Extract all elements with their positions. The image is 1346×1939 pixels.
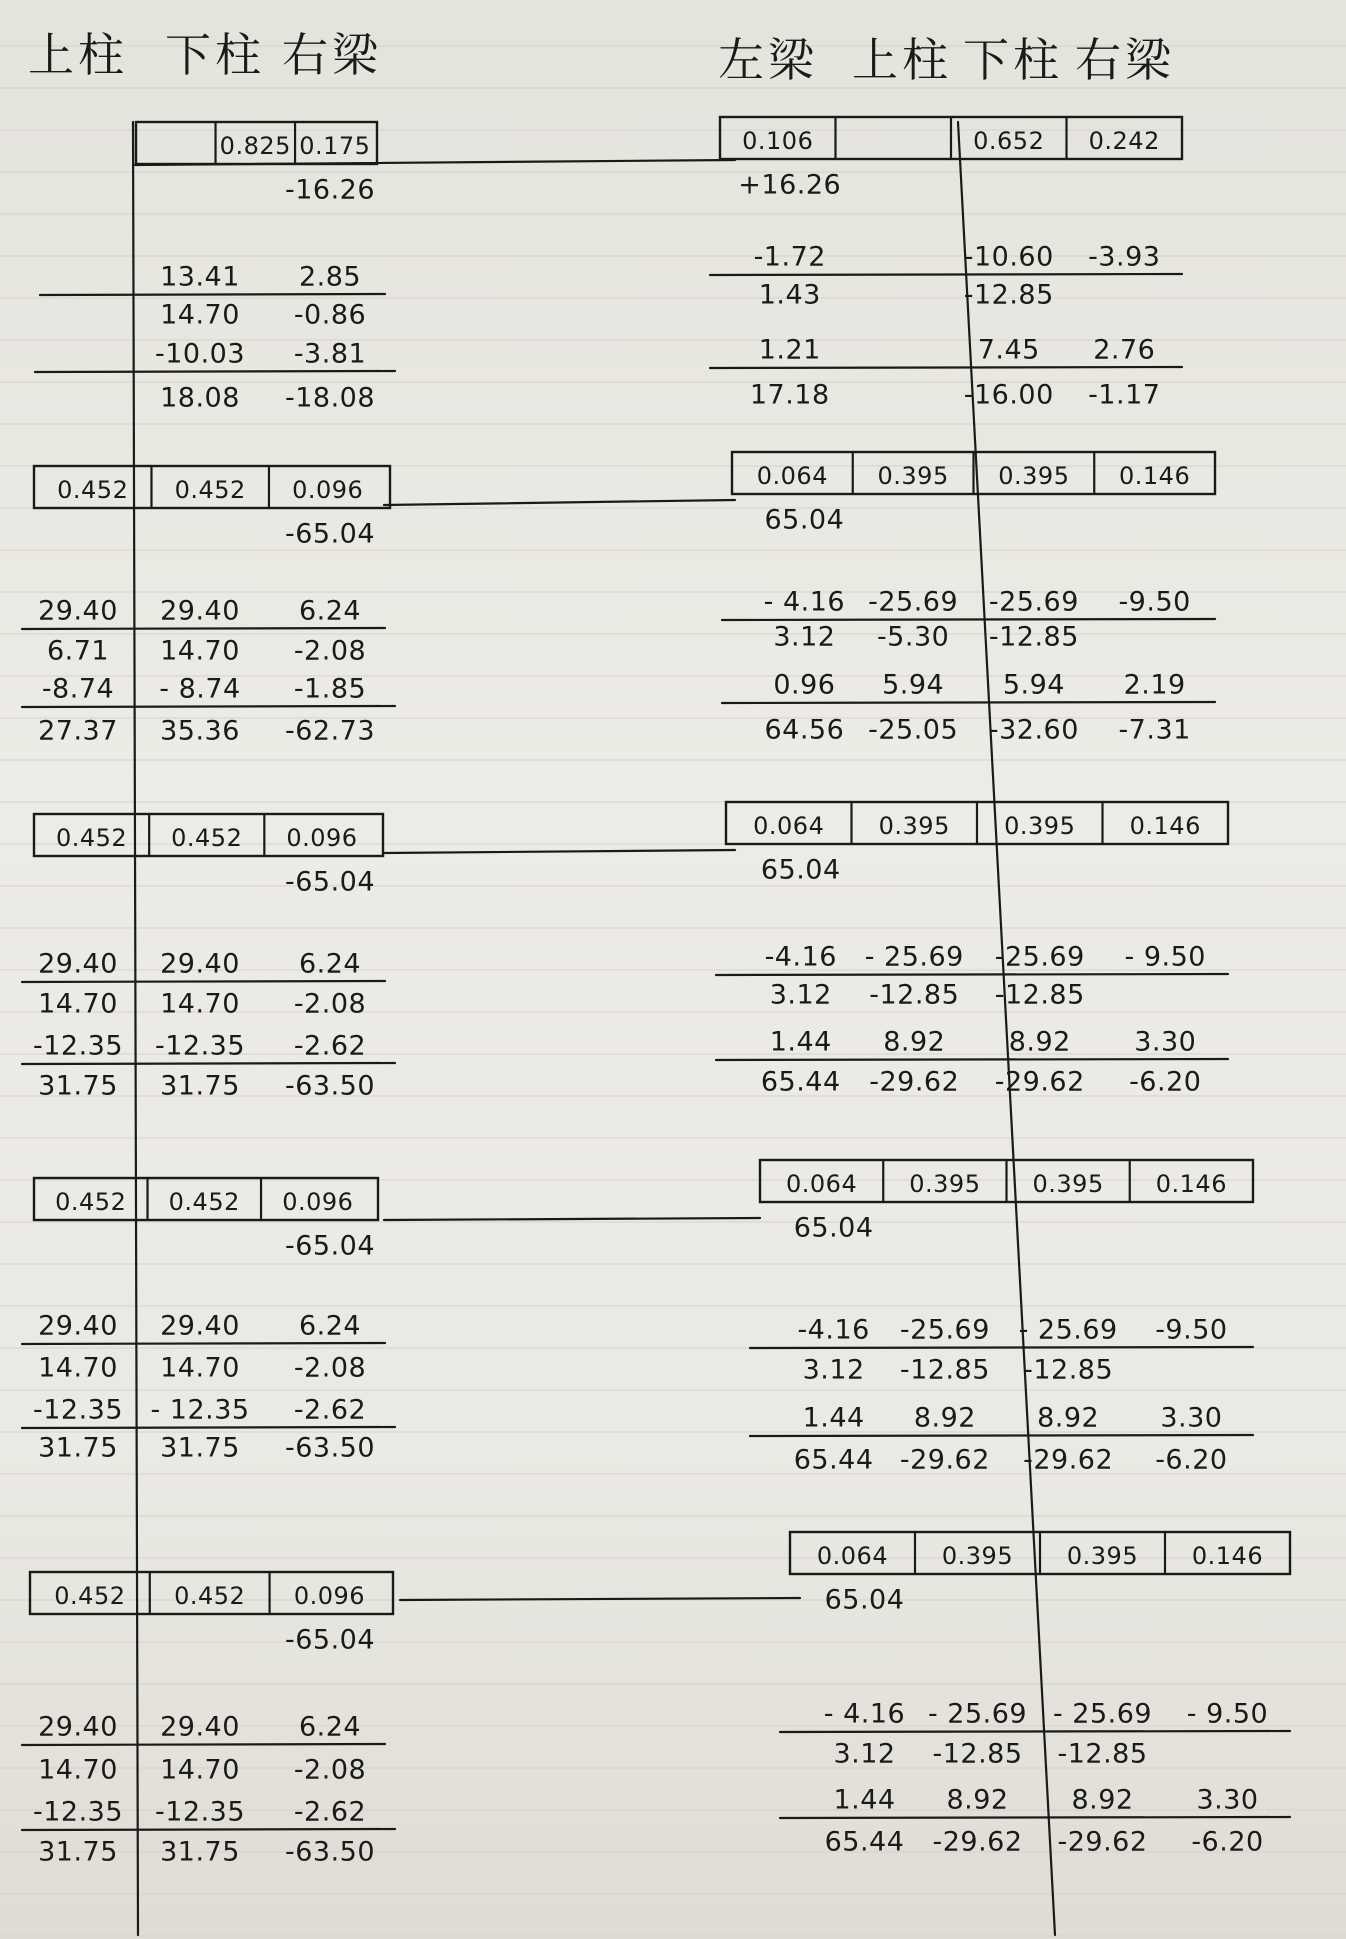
right-fixed-end-moment: 65.04 <box>760 854 841 886</box>
left-fixed-end-moment: -16.26 <box>284 174 376 206</box>
right-moment-value: - 4.16 <box>823 1698 906 1730</box>
right-moment-value: -29.62 <box>932 1826 1023 1858</box>
left-moment-value: 6.24 <box>298 948 362 980</box>
right-moment-value: -12.85 <box>899 1354 990 1386</box>
right-moment-value: 3.12 <box>769 979 832 1011</box>
left-moment-value: 29.40 <box>160 1310 240 1342</box>
left-moment-value: 31.75 <box>160 1432 240 1464</box>
right-distribution-factor: 0.395 <box>909 1170 981 1198</box>
right-moment-value: -4.16 <box>797 1314 870 1346</box>
right-moment-value: -12.85 <box>994 979 1085 1011</box>
right-moment-value: -25.69 <box>988 586 1079 618</box>
left-moment-value: 31.75 <box>160 1836 240 1868</box>
right-step-underline <box>722 702 1215 703</box>
right-moment-value: -29.62 <box>994 1066 1085 1098</box>
left-moment-value: 29.40 <box>160 948 240 980</box>
left-moment-value: 29.40 <box>38 595 118 627</box>
right-moment-value: 1.43 <box>758 279 821 311</box>
left-beam-axis-floor-4 <box>384 1218 760 1220</box>
left-moment-value: -62.73 <box>284 715 376 747</box>
right-moment-value: - 9.50 <box>1186 1698 1269 1730</box>
right-step-underline <box>710 274 1182 275</box>
left-step-underline <box>22 1063 395 1064</box>
right-distribution-factor: 0.652 <box>973 127 1045 155</box>
right-moment-value: -3.93 <box>1088 241 1161 273</box>
right-distribution-factor: 0.395 <box>1004 812 1076 840</box>
left-moment-value: 14.70 <box>160 988 240 1020</box>
left-step-underline <box>35 371 395 372</box>
left-moment-value: - 12.35 <box>150 1394 250 1426</box>
left-moment-value: -63.50 <box>284 1836 376 1868</box>
left-distribution-factor: 0.452 <box>57 476 129 504</box>
left-moment-value: 29.40 <box>38 1310 118 1342</box>
left-moment-value: 29.40 <box>38 1711 118 1743</box>
right-step-underline <box>716 1059 1228 1060</box>
right-fixed-end-moment: 65.04 <box>824 1584 905 1616</box>
left-moment-value: 6.24 <box>298 1711 362 1743</box>
right-moment-value: - 4.16 <box>763 586 846 618</box>
right-moment-value: 1.21 <box>758 334 821 366</box>
left-moment-value: 29.40 <box>160 1711 240 1743</box>
left-moment-value: 35.36 <box>160 715 240 747</box>
left-step-underline <box>22 628 385 629</box>
right-moment-value: 3.12 <box>773 621 836 653</box>
right-step-underline <box>780 1731 1290 1732</box>
left-moment-value: 31.75 <box>160 1070 240 1102</box>
left-beam-axis-floor-3 <box>384 850 735 853</box>
right-distribution-factor: 0.395 <box>1066 1542 1139 1570</box>
right-moment-value: -6.20 <box>1191 1826 1264 1858</box>
left-distribution-factor: 0.452 <box>54 1582 126 1610</box>
right-moment-value: -12.85 <box>869 979 960 1011</box>
left-moment-value: 18.08 <box>160 382 240 414</box>
right-distribution-factor: 0.395 <box>1032 1170 1104 1198</box>
left-moment-value: -18.08 <box>284 382 376 414</box>
left-fixed-end-moment: -65.04 <box>284 1624 376 1656</box>
left-moment-value: -0.86 <box>293 299 367 331</box>
left-moment-value: -2.08 <box>293 635 367 667</box>
left-moment-value: 29.40 <box>38 948 118 980</box>
right-moment-value: - 9.50 <box>1124 941 1206 973</box>
left-moment-value: 13.41 <box>160 261 240 293</box>
left-moment-value: 6.24 <box>298 1310 362 1342</box>
left-step-underline <box>22 981 385 982</box>
right-moment-value: - 25.69 <box>927 1698 1028 1730</box>
right-fixed-end-moment: 65.04 <box>793 1212 874 1244</box>
left-fixed-end-moment: -65.04 <box>284 866 376 898</box>
left-distribution-factor: 0.452 <box>174 476 246 504</box>
right-moment-value: -12.85 <box>1057 1738 1148 1770</box>
right-moment-value: 65.44 <box>760 1066 841 1098</box>
left-distribution-factor: 0.096 <box>282 1188 354 1216</box>
right-header-upper-column: 上柱 <box>852 33 952 87</box>
right-moment-value: -25.69 <box>868 586 959 618</box>
right-moment-value: -32.60 <box>988 714 1079 746</box>
right-moment-value: 3.30 <box>1160 1402 1223 1434</box>
right-moment-value: 2.76 <box>1093 334 1156 366</box>
left-moment-value: -63.50 <box>284 1070 376 1102</box>
right-moment-value: 5.94 <box>882 669 945 701</box>
right-moment-value: 8.92 <box>883 1026 946 1058</box>
right-step-underline <box>750 1347 1253 1348</box>
left-moment-value: -1.85 <box>293 673 367 705</box>
left-moment-value: 14.70 <box>160 1352 240 1384</box>
left-moment-value: 14.70 <box>160 299 240 331</box>
right-distribution-factor: 0.146 <box>1191 1542 1264 1570</box>
right-moment-value: -25.05 <box>868 714 959 746</box>
right-step-underline <box>716 974 1228 975</box>
left-moment-value: -3.81 <box>293 338 367 370</box>
left-distribution-factor: 0.452 <box>55 1188 127 1216</box>
left-moment-value: -2.08 <box>293 1352 367 1384</box>
left-moment-value: -12.35 <box>32 1394 124 1426</box>
right-moment-value: -5.30 <box>876 621 950 653</box>
right-distribution-factor: 0.242 <box>1088 127 1160 155</box>
left-moment-value: -12.35 <box>154 1030 246 1062</box>
left-moment-value: 31.75 <box>38 1836 118 1868</box>
left-moment-value: 14.70 <box>160 1754 240 1786</box>
right-moment-value: -16.00 <box>963 379 1054 411</box>
right-moment-value: 8.92 <box>946 1784 1009 1816</box>
left-moment-value: 2.85 <box>298 261 362 293</box>
left-header-right-beam: 右梁 <box>282 28 382 82</box>
left-distribution-factor: 0.175 <box>299 132 371 160</box>
right-distribution-factor: 0.064 <box>753 812 825 840</box>
right-moment-value: -10.60 <box>963 241 1054 273</box>
left-moment-value: 27.37 <box>38 715 118 747</box>
right-moment-value: 2.19 <box>1123 669 1186 701</box>
left-moment-value: 29.40 <box>160 595 240 627</box>
left-step-underline <box>22 706 395 707</box>
right-moment-value: 1.44 <box>769 1026 832 1058</box>
left-distribution-factor: 0.096 <box>292 476 364 504</box>
right-moment-value: -6.20 <box>1129 1066 1202 1098</box>
right-moment-value: -12.85 <box>988 621 1079 653</box>
right-moment-value: 3.12 <box>833 1738 896 1770</box>
left-moment-value: -2.62 <box>293 1394 367 1426</box>
left-moment-value: 14.70 <box>160 635 240 667</box>
left-moment-value: 14.70 <box>38 1754 118 1786</box>
right-moment-value: - 25.69 <box>864 941 964 973</box>
left-moment-value: -12.35 <box>32 1030 124 1062</box>
right-moment-value: -25.69 <box>899 1314 990 1346</box>
left-fixed-end-moment: -65.04 <box>284 518 376 550</box>
left-moment-value: -2.08 <box>293 1754 367 1786</box>
right-moment-value: 0.96 <box>773 669 836 701</box>
left-step-underline <box>22 1829 395 1830</box>
right-moment-value: 8.92 <box>1037 1402 1100 1434</box>
left-moment-value: -2.62 <box>293 1796 367 1828</box>
right-moment-value: - 25.69 <box>1018 1314 1118 1346</box>
right-moment-value: 7.45 <box>977 334 1040 366</box>
right-moment-value: -9.50 <box>1155 1314 1228 1346</box>
left-distribution-factor: 0.096 <box>286 824 358 852</box>
right-moment-value: -29.62 <box>899 1444 990 1476</box>
left-moment-value: - 8.74 <box>159 673 241 705</box>
left-moment-value: -63.50 <box>284 1432 376 1464</box>
left-moment-value: 14.70 <box>38 1352 118 1384</box>
right-moment-value: -12.85 <box>932 1738 1023 1770</box>
right-step-underline <box>780 1817 1290 1818</box>
left-step-underline <box>22 1427 395 1428</box>
left-column-line <box>133 122 138 1935</box>
left-header-upper-column: 上柱 <box>28 28 128 82</box>
left-distribution-factor: 0.452 <box>168 1188 240 1216</box>
right-distribution-factor: 0.146 <box>1155 1170 1227 1198</box>
left-moment-value: 31.75 <box>38 1070 118 1102</box>
left-moment-value: 6.24 <box>298 595 362 627</box>
right-moment-value: 1.44 <box>802 1402 865 1434</box>
left-distribution-factor: 0.452 <box>55 824 128 852</box>
right-moment-value: 3.30 <box>1196 1784 1259 1816</box>
right-moment-value: 65.44 <box>793 1444 874 1476</box>
left-distribution-factor: 0.452 <box>171 824 243 852</box>
right-distribution-factor: 0.146 <box>1119 462 1191 490</box>
left-fixed-end-moment: -65.04 <box>284 1230 376 1262</box>
right-distribution-factor: 0.064 <box>816 1542 889 1570</box>
right-header-left-beam: 左梁 <box>718 33 818 87</box>
right-distribution-factor: 0.106 <box>742 127 814 155</box>
right-moment-value: 3.12 <box>802 1354 865 1386</box>
left-moment-value: 14.70 <box>38 988 118 1020</box>
left-beam-axis-floor-2 <box>384 500 735 505</box>
left-step-underline <box>22 1343 385 1344</box>
right-moment-value: 64.56 <box>764 714 845 746</box>
right-moment-value: 1.44 <box>833 1784 896 1816</box>
left-distribution-factor: 0.096 <box>293 1582 366 1610</box>
right-step-underline <box>722 619 1215 620</box>
left-moment-value: -12.35 <box>154 1796 246 1828</box>
right-moment-value: -1.72 <box>753 241 826 273</box>
right-moment-value: -6.20 <box>1155 1444 1228 1476</box>
right-distribution-factor: 0.064 <box>786 1170 858 1198</box>
left-moment-value: -8.74 <box>41 673 115 705</box>
left-moment-value: 31.75 <box>38 1432 118 1464</box>
right-distribution-factor: 0.064 <box>756 462 828 490</box>
right-moment-value: 8.92 <box>1008 1026 1071 1058</box>
right-header-right-beam: 右梁 <box>1075 33 1175 87</box>
right-moment-value: -29.62 <box>1057 1826 1148 1858</box>
right-moment-value: -4.16 <box>764 941 837 973</box>
right-moment-value: 5.94 <box>1002 669 1065 701</box>
right-moment-value: -12.85 <box>963 279 1054 311</box>
left-moment-value: -2.62 <box>293 1030 367 1062</box>
right-fixed-end-moment: +16.26 <box>738 169 842 201</box>
right-step-underline <box>750 1435 1253 1436</box>
right-moment-value: -9.50 <box>1118 586 1191 618</box>
right-header-lower-column: 下柱 <box>963 33 1063 87</box>
right-moment-value: -1.17 <box>1088 379 1161 411</box>
right-moment-value: 65.44 <box>824 1826 905 1858</box>
right-step-underline <box>710 367 1182 368</box>
left-distribution-factor: 0.825 <box>219 132 291 160</box>
left-moment-value: -2.08 <box>293 988 367 1020</box>
right-moment-value: 8.92 <box>913 1402 976 1434</box>
right-moment-value: 3.30 <box>1134 1026 1197 1058</box>
left-header-lower-column: 下柱 <box>165 28 265 82</box>
right-moment-value: -12.85 <box>1023 1354 1114 1386</box>
right-fixed-end-moment: 65.04 <box>764 504 845 536</box>
right-moment-value: 17.18 <box>749 379 830 411</box>
left-step-underline <box>22 1744 385 1745</box>
right-moment-value: -29.62 <box>869 1066 960 1098</box>
right-moment-value: - 25.69 <box>1052 1698 1153 1730</box>
right-distribution-factor: 0.395 <box>998 462 1070 490</box>
right-distribution-factor: 0.395 <box>941 1542 1014 1570</box>
right-distribution-factor: 0.146 <box>1129 812 1201 840</box>
left-distribution-factor: 0.452 <box>174 1582 246 1610</box>
right-moment-value: -29.62 <box>1023 1444 1114 1476</box>
right-moment-value: -25.69 <box>994 941 1085 973</box>
left-moment-value: -12.35 <box>32 1796 124 1828</box>
right-distribution-factor: 0.395 <box>878 812 950 840</box>
right-moment-value: 8.92 <box>1071 1784 1134 1816</box>
right-distribution-factor: 0.395 <box>877 462 949 490</box>
left-moment-value: 6.71 <box>46 635 110 667</box>
left-step-underline <box>40 294 385 295</box>
right-moment-value: -7.31 <box>1118 714 1191 746</box>
left-moment-value: -10.03 <box>154 338 246 370</box>
